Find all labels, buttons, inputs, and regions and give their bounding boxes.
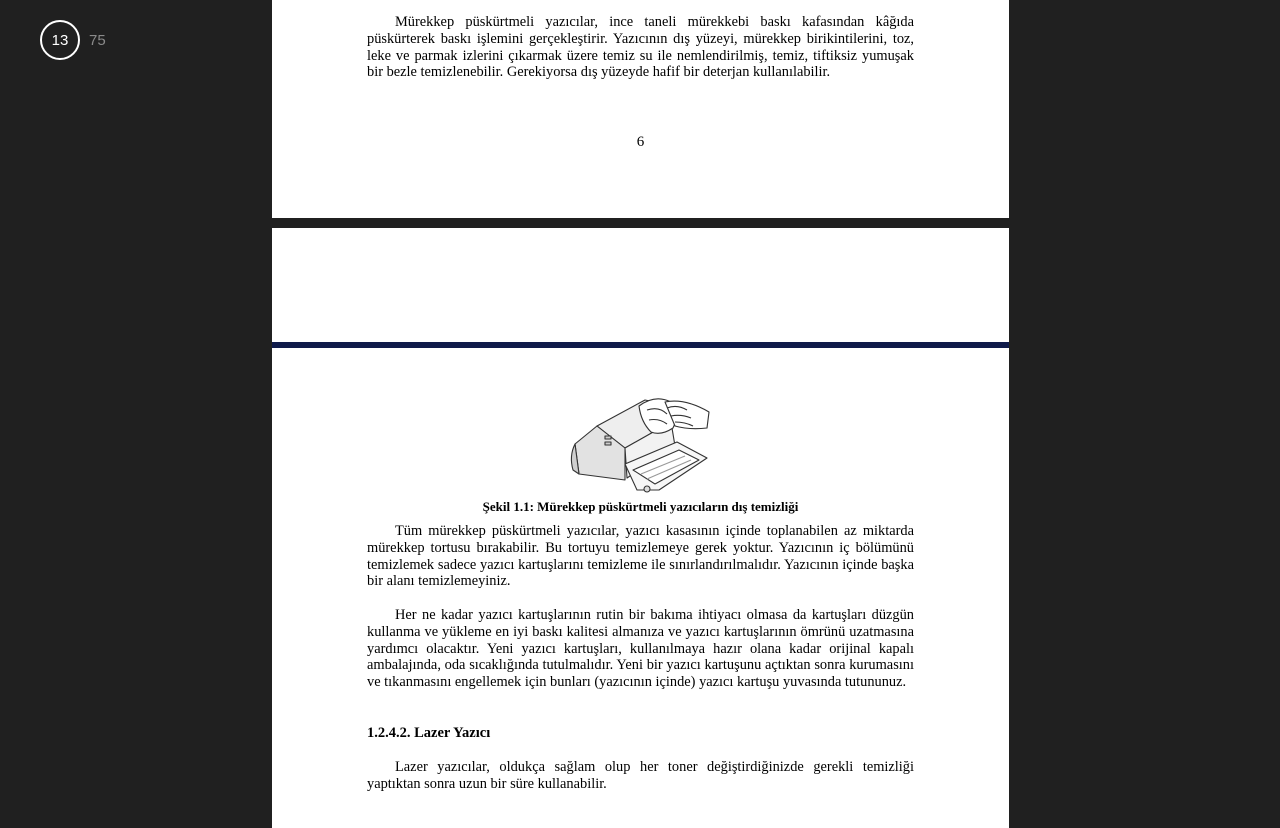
- header-rule: [272, 342, 1009, 348]
- printer-cleaning-illustration: [567, 386, 717, 498]
- paragraph-laser-printer: Lazer yazıcılar, oldukça sağlam olup her toner değiştirdiğinizde gerekli temizliği yaptıktan sonra uzun bir süre kullanabilir.: [367, 759, 914, 792]
- page-indicator: [40, 20, 106, 60]
- paragraph-ink-residue: Tüm mürekkep püskürtmeli yazıcılar, yazıcı kasasının içinde toplanabilen az miktarda mürekkep tortusu bırakabilir. Bu tortuyu temizlemeye gerek yoktur. Yazıcının iç bölümünü temizlemek sadece yazıcı kartuşlarını temizleme ile sınırlandırılmalıdır. Yazıcının içinde başka bir alanı temizlemeyiniz.: [367, 523, 914, 590]
- document-page-current: [272, 228, 1009, 828]
- section-heading-laser-printer: 1.2.4.2. Lazer Yazıcı: [367, 725, 491, 741]
- document-page-previous: [272, 0, 1009, 218]
- paragraph-cartridge-care: Her ne kadar yazıcı kartuşlarının rutin bir bakıma ihtiyacı olmasa da kartuşları düzgün kullanma ve yükleme en iyi baskı kalitesi almanıza ve yazıcı kartuşlarının ömrünü uzatmasına yardımcı olacaktır. Yeni yazıcı kartuşları, kullanılmaya hazır olana kadar orijinal kapalı ambalajında, oda sıcaklığında tutulmalıdır. Yeni bir yazıcı kartuşunu açtıktan sonra kurumasını ve tıkanmasını engellemek için bunları (yazıcının içinde) yazıcı kartuşu yuvasında tutununuz.: [367, 607, 914, 691]
- page-number: 6: [636, 134, 645, 150]
- paragraph-inkjet-cleaning: Mürekkep püskürtmeli yazıcılar, ince taneli mürekkebi baskı kafasından kâğıda püskürterek baskı işlemini gerçekleştirir. Yazıcının dış yüzeyi, mürekkep birikintilerini, toz, leke ve parmak izlerini çıkarmak üzere temiz su ile nemlendirilmiş, temiz, tiftiksiz yumuşak bir bezle temizlenebilir. Gerekiyorsa dış yüzeyde hafif bir deterjan kullanılabilir.: [367, 14, 914, 81]
- total-pages: 75: [89, 31, 106, 49]
- current-page-number[interactable]: 13: [40, 20, 80, 60]
- figure-caption: Şekil 1.1: Mürekkep püskürtmeli yazıcıların dış temizliği: [482, 499, 799, 514]
